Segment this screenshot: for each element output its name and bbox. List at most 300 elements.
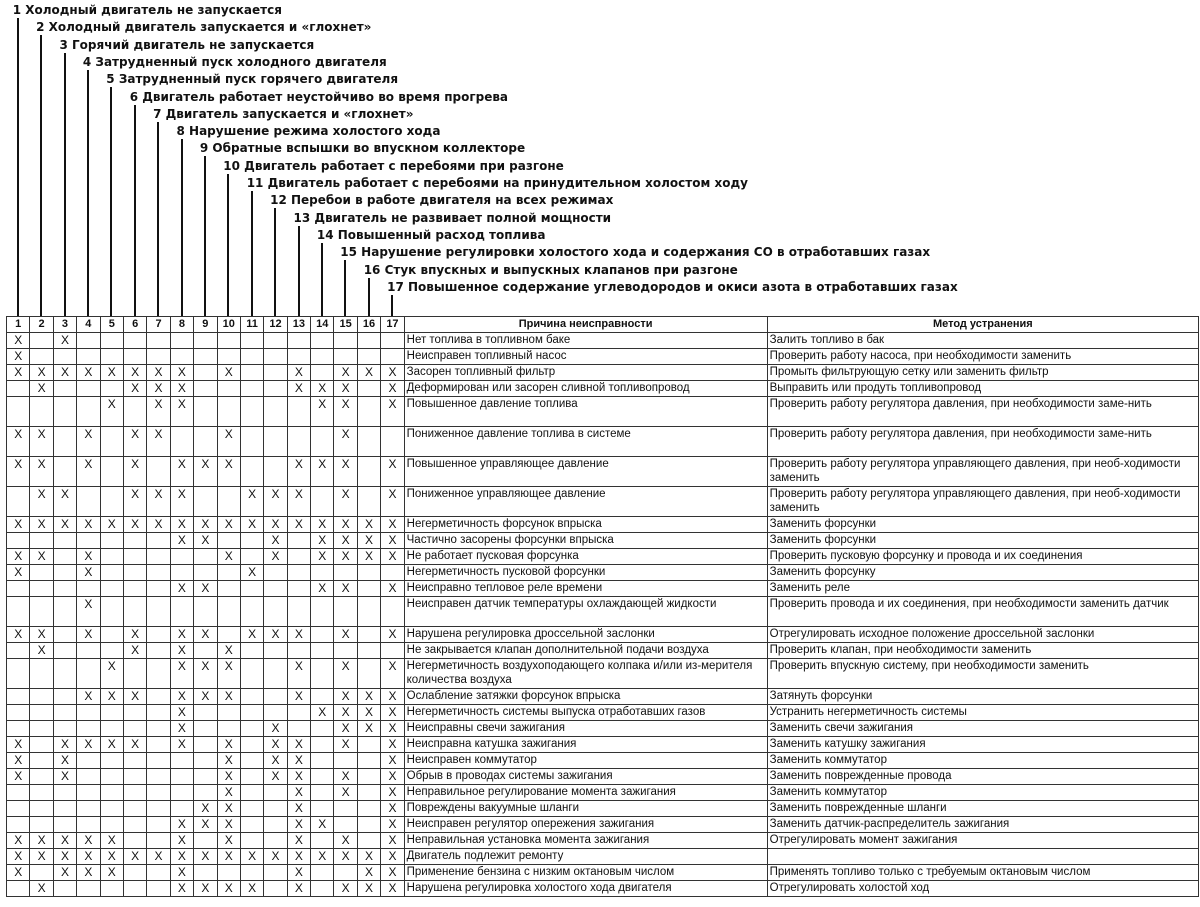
empty-cell bbox=[30, 581, 53, 597]
empty-cell bbox=[194, 833, 217, 849]
fault-mark: X bbox=[334, 737, 357, 753]
fault-remedy: Проверить провода и их соединения, при необходимости заменить датчик bbox=[767, 597, 1198, 627]
empty-cell bbox=[7, 785, 30, 801]
fault-mark: X bbox=[334, 457, 357, 487]
fault-mark: X bbox=[217, 689, 240, 705]
fault-table bbox=[6, 316, 1199, 897]
fault-remedy: Отрегулировать исходное положение дроссельной заслонки bbox=[767, 627, 1198, 643]
empty-cell bbox=[311, 487, 334, 517]
fault-mark: X bbox=[53, 865, 76, 881]
fault-mark: X bbox=[217, 457, 240, 487]
fault-remedy: Проверить работу регулятора давления, при необходимости заме-нить bbox=[767, 427, 1198, 457]
table-row bbox=[7, 597, 1199, 627]
empty-cell bbox=[217, 627, 240, 643]
fault-mark: X bbox=[357, 689, 380, 705]
fault-mark: X bbox=[194, 533, 217, 549]
fault-cause: Повреждены вакуумные шланги bbox=[404, 801, 767, 817]
table-row bbox=[7, 659, 1199, 689]
fault-mark: X bbox=[170, 721, 193, 737]
empty-cell bbox=[217, 487, 240, 517]
fault-mark: X bbox=[240, 627, 263, 643]
empty-cell bbox=[240, 397, 263, 427]
fault-mark: X bbox=[77, 565, 100, 581]
fault-mark: X bbox=[217, 365, 240, 381]
table-row bbox=[7, 457, 1199, 487]
empty-cell bbox=[123, 865, 146, 881]
empty-cell bbox=[170, 565, 193, 581]
fault-mark: X bbox=[123, 487, 146, 517]
empty-cell bbox=[240, 643, 263, 659]
symptom-label-4: 4 Затрудненный пуск холодного двигателя bbox=[82, 54, 387, 69]
empty-cell bbox=[264, 365, 287, 381]
fault-mark: X bbox=[381, 801, 404, 817]
fault-cause: Негерметичность пусковой форсунки bbox=[404, 565, 767, 581]
empty-cell bbox=[7, 533, 30, 549]
empty-cell bbox=[194, 565, 217, 581]
empty-cell bbox=[77, 349, 100, 365]
empty-cell bbox=[53, 689, 76, 705]
fault-cause: Обрыв в проводах системы зажигания bbox=[404, 769, 767, 785]
fault-mark: X bbox=[217, 769, 240, 785]
fault-mark: X bbox=[123, 457, 146, 487]
fault-mark: X bbox=[334, 833, 357, 849]
empty-cell bbox=[264, 427, 287, 457]
empty-cell bbox=[311, 349, 334, 365]
empty-cell bbox=[264, 833, 287, 849]
empty-cell bbox=[147, 581, 170, 597]
symptom-label-12: 12 Перебои в работе двигателя на всех режимах bbox=[270, 193, 614, 208]
fault-mark: X bbox=[287, 627, 310, 643]
fault-mark: X bbox=[287, 381, 310, 397]
fault-mark: X bbox=[264, 721, 287, 737]
table-row bbox=[7, 721, 1199, 737]
empty-cell bbox=[77, 333, 100, 349]
empty-cell bbox=[170, 785, 193, 801]
empty-cell bbox=[170, 333, 193, 349]
empty-cell bbox=[77, 381, 100, 397]
empty-cell bbox=[30, 785, 53, 801]
empty-cell bbox=[217, 381, 240, 397]
fault-mark: X bbox=[194, 849, 217, 865]
table-row bbox=[7, 549, 1199, 565]
empty-cell bbox=[287, 643, 310, 659]
empty-cell bbox=[53, 643, 76, 659]
fault-mark: X bbox=[381, 533, 404, 549]
fault-mark: X bbox=[100, 849, 123, 865]
fault-mark: X bbox=[217, 427, 240, 457]
empty-cell bbox=[334, 865, 357, 881]
empty-cell bbox=[123, 769, 146, 785]
fault-mark: X bbox=[311, 849, 334, 865]
fault-mark: X bbox=[170, 487, 193, 517]
table-row bbox=[7, 333, 1199, 349]
empty-cell bbox=[147, 817, 170, 833]
fault-cause: Негерметичность воздухоподающего колпака и/или из-мерителя количества воздуха bbox=[404, 659, 767, 689]
empty-cell bbox=[264, 659, 287, 689]
fault-mark: X bbox=[77, 689, 100, 705]
fault-mark: X bbox=[170, 849, 193, 865]
fault-mark: X bbox=[100, 659, 123, 689]
fault-cause: Повышенное управляющее давление bbox=[404, 457, 767, 487]
empty-cell bbox=[287, 549, 310, 565]
fault-mark: X bbox=[7, 769, 30, 785]
empty-cell bbox=[264, 333, 287, 349]
fault-mark: X bbox=[77, 365, 100, 381]
empty-cell bbox=[194, 865, 217, 881]
fault-mark: X bbox=[194, 581, 217, 597]
fault-mark: X bbox=[194, 817, 217, 833]
empty-cell bbox=[357, 817, 380, 833]
empty-cell bbox=[287, 705, 310, 721]
fault-mark: X bbox=[334, 549, 357, 565]
fault-mark: X bbox=[7, 627, 30, 643]
empty-cell bbox=[7, 381, 30, 397]
empty-cell bbox=[357, 833, 380, 849]
fault-cause: Неисправны свечи зажигания bbox=[404, 721, 767, 737]
fault-mark: X bbox=[53, 849, 76, 865]
fault-mark: X bbox=[357, 865, 380, 881]
fault-cause: Неправильная установка момента зажигания bbox=[404, 833, 767, 849]
symptom-label-6: 6 Двигатель работает неустойчиво во время прогрева bbox=[129, 89, 509, 104]
empty-cell bbox=[240, 427, 263, 457]
symptom-label-7: 7 Двигатель запускается и «глохнет» bbox=[153, 106, 414, 121]
fault-remedy: Залить топливо в бак bbox=[767, 333, 1198, 349]
empty-cell bbox=[264, 643, 287, 659]
fault-mark: X bbox=[7, 365, 30, 381]
fault-remedy: Заменить форсунки bbox=[767, 533, 1198, 549]
empty-cell bbox=[53, 881, 76, 897]
empty-cell bbox=[53, 817, 76, 833]
empty-cell bbox=[217, 865, 240, 881]
empty-cell bbox=[217, 349, 240, 365]
empty-cell bbox=[194, 487, 217, 517]
empty-cell bbox=[53, 659, 76, 689]
fault-mark: X bbox=[30, 365, 53, 381]
empty-cell bbox=[77, 705, 100, 721]
empty-cell bbox=[217, 597, 240, 627]
empty-cell bbox=[100, 565, 123, 581]
fault-mark: X bbox=[357, 517, 380, 533]
fault-mark: X bbox=[381, 549, 404, 565]
empty-cell bbox=[264, 597, 287, 627]
empty-cell bbox=[311, 689, 334, 705]
fault-remedy: Заменить поврежденные провода bbox=[767, 769, 1198, 785]
fault-mark: X bbox=[217, 517, 240, 533]
table-row bbox=[7, 705, 1199, 721]
fault-mark: X bbox=[264, 849, 287, 865]
fault-mark: X bbox=[334, 365, 357, 381]
column-header-2: 2 bbox=[30, 317, 53, 333]
fault-mark: X bbox=[334, 659, 357, 689]
fault-cause: Двигатель подлежит ремонту bbox=[404, 849, 767, 865]
fault-remedy: Проверить пусковую форсунку и провода и их соединения bbox=[767, 549, 1198, 565]
fault-mark: X bbox=[147, 397, 170, 427]
fault-mark: X bbox=[287, 689, 310, 705]
fault-mark: X bbox=[334, 705, 357, 721]
column-header-14: 14 bbox=[311, 317, 334, 333]
column-header-3: 3 bbox=[53, 317, 76, 333]
fault-mark: X bbox=[170, 833, 193, 849]
empty-cell bbox=[287, 397, 310, 427]
fault-mark: X bbox=[100, 833, 123, 849]
fault-mark: X bbox=[123, 643, 146, 659]
empty-cell bbox=[311, 865, 334, 881]
fault-cause: Неисправен топливный насос bbox=[404, 349, 767, 365]
fault-mark: X bbox=[381, 517, 404, 533]
symptom-label-17: 17 Повышенное содержание углеводородов и окиси азота в отработавших газах bbox=[387, 279, 958, 294]
empty-cell bbox=[381, 349, 404, 365]
fault-cause: Повышенное давление топлива bbox=[404, 397, 767, 427]
fault-mark: X bbox=[123, 517, 146, 533]
empty-cell bbox=[311, 365, 334, 381]
empty-cell bbox=[30, 865, 53, 881]
fault-remedy: Затянуть форсунки bbox=[767, 689, 1198, 705]
empty-cell bbox=[30, 769, 53, 785]
fault-mark: X bbox=[194, 457, 217, 487]
symptom-label-9: 9 Обратные вспышки во впускном коллекторе bbox=[199, 141, 526, 156]
empty-cell bbox=[77, 643, 100, 659]
empty-cell bbox=[77, 769, 100, 785]
empty-cell bbox=[147, 643, 170, 659]
fault-mark: X bbox=[240, 849, 263, 865]
empty-cell bbox=[381, 333, 404, 349]
empty-cell bbox=[147, 349, 170, 365]
fault-cause: Неисправен коммутатор bbox=[404, 753, 767, 769]
fault-mark: X bbox=[311, 533, 334, 549]
empty-cell bbox=[357, 627, 380, 643]
empty-cell bbox=[357, 397, 380, 427]
empty-cell bbox=[264, 581, 287, 597]
symptom-label-14: 14 Повышенный расход топлива bbox=[316, 227, 546, 242]
fault-cause: Нарушена регулировка дроссельной заслонки bbox=[404, 627, 767, 643]
fault-mark: X bbox=[217, 785, 240, 801]
empty-cell bbox=[123, 597, 146, 627]
empty-cell bbox=[53, 721, 76, 737]
fault-mark: X bbox=[240, 881, 263, 897]
column-header-1: 1 bbox=[7, 317, 30, 333]
empty-cell bbox=[194, 549, 217, 565]
fault-remedy: Проверить работу регулятора давления, при необходимости заме-нить bbox=[767, 397, 1198, 427]
empty-cell bbox=[311, 333, 334, 349]
empty-cell bbox=[194, 333, 217, 349]
fault-mark: X bbox=[170, 643, 193, 659]
empty-cell bbox=[334, 801, 357, 817]
empty-cell bbox=[217, 565, 240, 581]
empty-cell bbox=[287, 565, 310, 581]
empty-cell bbox=[53, 597, 76, 627]
empty-cell bbox=[123, 801, 146, 817]
column-header-8: 8 bbox=[170, 317, 193, 333]
fault-mark: X bbox=[264, 517, 287, 533]
fault-mark: X bbox=[357, 721, 380, 737]
fault-mark: X bbox=[100, 397, 123, 427]
fault-mark: X bbox=[7, 517, 30, 533]
fault-mark: X bbox=[217, 849, 240, 865]
fault-mark: X bbox=[334, 689, 357, 705]
column-header-6: 6 bbox=[123, 317, 146, 333]
empty-cell bbox=[194, 397, 217, 427]
symptom-label-8: 8 Нарушение режима холостого хода bbox=[176, 124, 441, 139]
empty-cell bbox=[100, 753, 123, 769]
fault-mark: X bbox=[287, 833, 310, 849]
empty-cell bbox=[123, 533, 146, 549]
fault-mark: X bbox=[287, 659, 310, 689]
fault-mark: X bbox=[381, 365, 404, 381]
fault-mark: X bbox=[7, 753, 30, 769]
empty-cell bbox=[30, 397, 53, 427]
fault-mark: X bbox=[381, 737, 404, 753]
empty-cell bbox=[240, 817, 263, 833]
empty-cell bbox=[334, 565, 357, 581]
empty-cell bbox=[123, 349, 146, 365]
empty-cell bbox=[334, 753, 357, 769]
fault-mark: X bbox=[334, 381, 357, 397]
empty-cell bbox=[147, 659, 170, 689]
empty-cell bbox=[7, 689, 30, 705]
empty-cell bbox=[217, 397, 240, 427]
empty-cell bbox=[264, 349, 287, 365]
empty-cell bbox=[77, 721, 100, 737]
table-row bbox=[7, 381, 1199, 397]
empty-cell bbox=[170, 769, 193, 785]
empty-cell bbox=[147, 627, 170, 643]
fault-mark: X bbox=[287, 737, 310, 753]
symptom-label-15: 15 Нарушение регулировки холостого хода и содержания CO в отработавших газах bbox=[340, 245, 931, 260]
symptom-leader-line bbox=[298, 226, 300, 316]
column-header-5: 5 bbox=[100, 317, 123, 333]
fault-mark: X bbox=[100, 517, 123, 533]
fault-cause: Пониженное давление топлива в системе bbox=[404, 427, 767, 457]
empty-cell bbox=[264, 817, 287, 833]
fault-mark: X bbox=[77, 849, 100, 865]
fault-mark: X bbox=[123, 427, 146, 457]
fault-mark: X bbox=[264, 769, 287, 785]
fault-remedy: Заменить свечи зажигания bbox=[767, 721, 1198, 737]
fault-mark: X bbox=[194, 801, 217, 817]
empty-cell bbox=[381, 597, 404, 627]
fault-mark: X bbox=[7, 565, 30, 581]
empty-cell bbox=[264, 381, 287, 397]
empty-cell bbox=[147, 801, 170, 817]
fault-mark: X bbox=[7, 865, 30, 881]
fault-mark: X bbox=[170, 397, 193, 427]
empty-cell bbox=[194, 785, 217, 801]
fault-remedy: Проверить работу регулятора управляющего давления, при необ-ходимости заменить bbox=[767, 457, 1198, 487]
empty-cell bbox=[30, 737, 53, 753]
symptom-legend bbox=[0, 0, 1200, 318]
fault-mark: X bbox=[194, 881, 217, 897]
fault-mark: X bbox=[217, 833, 240, 849]
fault-mark: X bbox=[123, 689, 146, 705]
fault-mark: X bbox=[381, 753, 404, 769]
empty-cell bbox=[7, 581, 30, 597]
fault-mark: X bbox=[7, 349, 30, 365]
empty-cell bbox=[123, 549, 146, 565]
empty-cell bbox=[264, 881, 287, 897]
fault-mark: X bbox=[287, 769, 310, 785]
empty-cell bbox=[240, 381, 263, 397]
empty-cell bbox=[194, 427, 217, 457]
fault-mark: X bbox=[287, 785, 310, 801]
fault-mark: X bbox=[334, 785, 357, 801]
empty-cell bbox=[147, 689, 170, 705]
symptom-leader-line bbox=[251, 191, 253, 316]
fault-mark: X bbox=[53, 833, 76, 849]
table-row bbox=[7, 833, 1199, 849]
fault-mark: X bbox=[287, 517, 310, 533]
empty-cell bbox=[77, 817, 100, 833]
fault-mark: X bbox=[287, 365, 310, 381]
table-row bbox=[7, 627, 1199, 643]
fault-mark: X bbox=[170, 737, 193, 753]
fault-mark: X bbox=[264, 737, 287, 753]
fault-mark: X bbox=[53, 753, 76, 769]
symptom-leader-line bbox=[321, 243, 323, 316]
empty-cell bbox=[334, 333, 357, 349]
empty-cell bbox=[100, 627, 123, 643]
fault-cause: Не закрывается клапан дополнительной подачи воздуха bbox=[404, 643, 767, 659]
empty-cell bbox=[7, 397, 30, 427]
fault-mark: X bbox=[357, 849, 380, 865]
fault-mark: X bbox=[123, 627, 146, 643]
table-row bbox=[7, 349, 1199, 365]
table-row bbox=[7, 785, 1199, 801]
empty-cell bbox=[287, 721, 310, 737]
empty-cell bbox=[194, 597, 217, 627]
empty-cell bbox=[100, 427, 123, 457]
fault-mark: X bbox=[311, 397, 334, 427]
table-row bbox=[7, 487, 1199, 517]
fault-mark: X bbox=[217, 881, 240, 897]
symptom-leader-line bbox=[368, 278, 370, 317]
fault-mark: X bbox=[311, 581, 334, 597]
empty-cell bbox=[264, 689, 287, 705]
empty-cell bbox=[240, 705, 263, 721]
fault-mark: X bbox=[287, 849, 310, 865]
fault-mark: X bbox=[7, 549, 30, 565]
fault-cause: Пониженное управляющее давление bbox=[404, 487, 767, 517]
fault-mark: X bbox=[30, 457, 53, 487]
empty-cell bbox=[240, 457, 263, 487]
empty-cell bbox=[240, 801, 263, 817]
empty-cell bbox=[194, 721, 217, 737]
table-row bbox=[7, 737, 1199, 753]
fault-mark: X bbox=[53, 737, 76, 753]
empty-cell bbox=[53, 349, 76, 365]
fault-cause: Неправильное регулирование момента зажигания bbox=[404, 785, 767, 801]
fault-mark: X bbox=[287, 865, 310, 881]
empty-cell bbox=[311, 597, 334, 627]
empty-cell bbox=[100, 457, 123, 487]
empty-cell bbox=[123, 581, 146, 597]
table-row bbox=[7, 881, 1199, 897]
empty-cell bbox=[147, 549, 170, 565]
empty-cell bbox=[170, 349, 193, 365]
fault-mark: X bbox=[170, 627, 193, 643]
fault-mark: X bbox=[311, 517, 334, 533]
fault-remedy: Промыть фильтрующую сетку или заменить фильтр bbox=[767, 365, 1198, 381]
empty-cell bbox=[100, 881, 123, 897]
table-row bbox=[7, 817, 1199, 833]
fault-mark: X bbox=[381, 881, 404, 897]
fault-mark: X bbox=[100, 365, 123, 381]
empty-cell bbox=[194, 643, 217, 659]
empty-cell bbox=[264, 865, 287, 881]
fault-mark: X bbox=[147, 849, 170, 865]
empty-cell bbox=[147, 333, 170, 349]
table-row bbox=[7, 533, 1199, 549]
empty-cell bbox=[194, 365, 217, 381]
